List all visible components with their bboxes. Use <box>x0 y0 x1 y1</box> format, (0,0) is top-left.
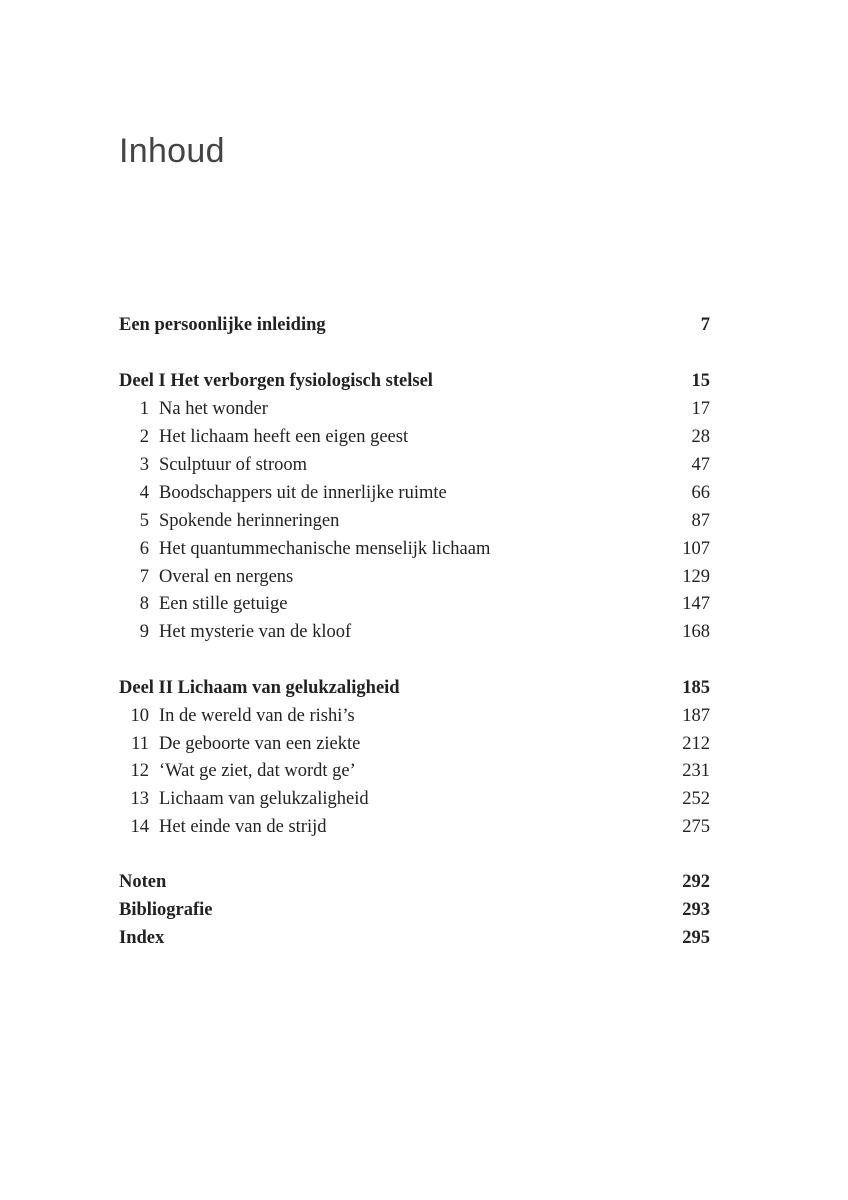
chapter-number: 4 <box>139 483 149 503</box>
chapter-number: 10 <box>130 706 149 726</box>
chapter-title: Het quantummechanische menselijk lichaam <box>159 539 491 559</box>
chapter-number: 13 <box>130 789 149 809</box>
toc-chapter <box>119 395 710 423</box>
chapter-title: De geboorte van een ziekte <box>159 734 361 754</box>
chapter-number: 9 <box>139 622 149 642</box>
chapter-title: Boodschappers uit de innerlijke ruimte <box>159 483 447 503</box>
chapter-page: 187 <box>682 706 710 726</box>
toc-part-2 <box>119 674 710 702</box>
chapter-page: 231 <box>682 761 710 781</box>
chapter-page: 17 <box>691 399 710 419</box>
toc-entry-notes <box>119 868 710 896</box>
chapter-title: Na het wonder <box>159 399 268 419</box>
chapter-page: 212 <box>682 734 710 754</box>
chapter-page: 129 <box>682 567 710 587</box>
toc-chapter <box>119 423 710 451</box>
chapter-page: 87 <box>691 511 710 531</box>
toc-entry-label: Index <box>119 928 165 948</box>
toc-part-1 <box>119 367 710 395</box>
chapter-page: 66 <box>691 483 710 503</box>
page-title: Inhoud <box>119 132 225 170</box>
toc-chapter <box>119 757 710 785</box>
chapter-number: 6 <box>139 539 149 559</box>
chapter-title: Overal en nergens <box>159 567 294 587</box>
toc-chapter <box>119 730 710 758</box>
chapter-page: 168 <box>682 622 710 642</box>
chapter-number: 7 <box>139 567 149 587</box>
chapter-page: 147 <box>682 594 710 614</box>
toc-part-label: Deel II Lichaam van gelukzaligheid <box>119 678 400 698</box>
toc-chapter <box>119 702 710 730</box>
toc-entry-intro <box>119 311 710 339</box>
chapter-number: 14 <box>130 817 149 837</box>
toc-entry-page: 295 <box>682 928 710 948</box>
toc-entry-index <box>119 924 710 952</box>
toc-chapter <box>119 785 710 813</box>
chapter-number: 12 <box>130 761 149 781</box>
chapter-title: Sculptuur of stroom <box>159 455 307 475</box>
toc-part-page: 15 <box>691 371 710 391</box>
chapter-title: Het einde van de strijd <box>159 817 327 837</box>
chapter-title: Het lichaam heeft een eigen geest <box>159 427 409 447</box>
toc-chapter <box>119 813 710 841</box>
toc-chapter <box>119 590 710 618</box>
chapter-page: 252 <box>682 789 710 809</box>
chapter-page: 47 <box>691 455 710 475</box>
chapter-title: Spokende herinneringen <box>159 511 340 531</box>
toc-chapter <box>119 618 710 646</box>
chapter-title: ‘Wat ge ziet, dat wordt ge’ <box>159 761 356 781</box>
chapter-number: 2 <box>139 427 149 447</box>
chapter-number: 3 <box>139 455 149 475</box>
toc-entry-label: Een persoonlijke inleiding <box>119 315 326 335</box>
chapter-title: In de wereld van de rishi’s <box>159 706 355 726</box>
toc-part-label: Deel I Het verborgen fysiologisch stelsel <box>119 371 433 391</box>
chapter-number: 1 <box>139 399 149 419</box>
chapter-page: 28 <box>691 427 710 447</box>
chapter-page: 107 <box>682 539 710 559</box>
chapter-title: Lichaam van gelukzaligheid <box>159 789 369 809</box>
chapter-number: 11 <box>131 734 149 754</box>
toc-chapter <box>119 507 710 535</box>
toc-entry-label: Noten <box>119 872 167 892</box>
toc-entry-bibliography <box>119 896 710 924</box>
toc-entry-label: Bibliografie <box>119 900 213 920</box>
toc-chapter <box>119 479 710 507</box>
toc-chapter <box>119 451 710 479</box>
toc-entry-page: 292 <box>682 872 710 892</box>
toc-entry-page: 293 <box>682 900 710 920</box>
toc-chapter <box>119 535 710 563</box>
toc-chapter <box>119 563 710 591</box>
chapter-number: 8 <box>139 594 149 614</box>
chapter-title: Een stille getuige <box>159 594 288 614</box>
chapter-title: Het mysterie van de kloof <box>159 622 352 642</box>
chapter-number: 5 <box>139 511 149 531</box>
toc-part-page: 185 <box>682 678 710 698</box>
chapter-page: 275 <box>682 817 710 837</box>
toc-entry-page: 7 <box>700 315 710 335</box>
